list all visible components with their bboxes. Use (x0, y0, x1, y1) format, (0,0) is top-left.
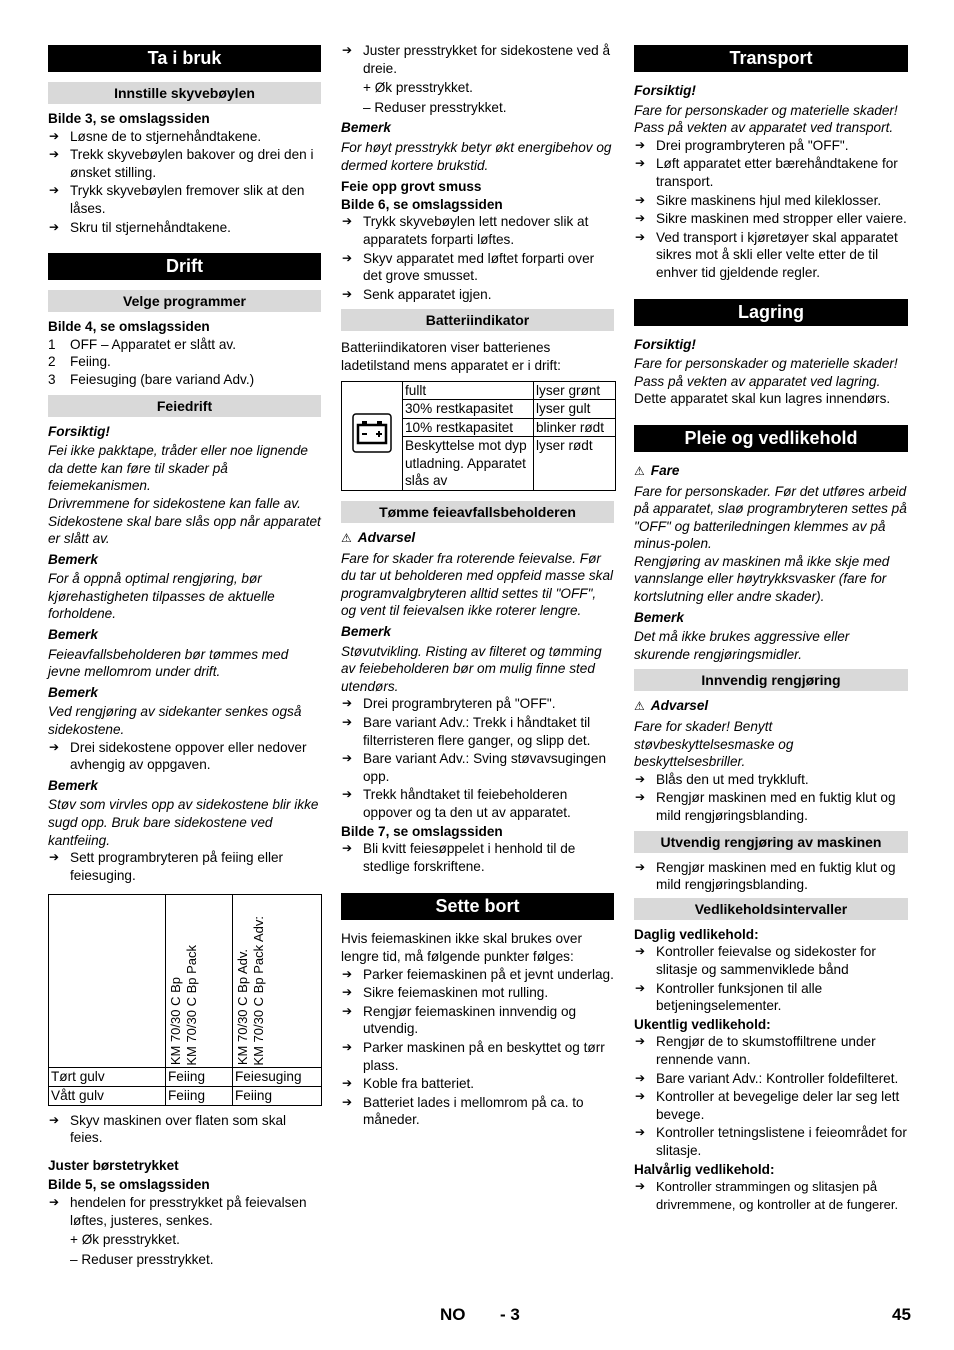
instruction-step: ➔ Drei programbryteren på "OFF". (341, 695, 614, 713)
footer-page-number: 45 (892, 1305, 911, 1324)
instruction-step: ➔ Rengjør feiemaskinen innvendig og utvendig. (341, 1003, 614, 1038)
table-cell: 30% restkapasitet (403, 400, 534, 419)
table-cell: blinker rødt (534, 418, 616, 437)
note-label: Bemerk (48, 627, 98, 643)
section-heading-lagring: Lagring (634, 299, 908, 326)
figure-ref: Bilde 7, se omslagssiden (341, 823, 503, 839)
plus-text: + Øk presstrykket. (70, 1232, 180, 1248)
column-2 (341, 42, 614, 1130)
section-heading-sette-bort: Sette bort (341, 893, 614, 920)
table-corner (49, 895, 166, 1068)
table-row (342, 381, 616, 400)
danger-text: Fare for personskader. Før det utføres arbeid på apparatet, slaø programbryteren settes på "OFF" og batteriledningen klemmes av på minus-polen. (634, 483, 907, 552)
program-number: 2 (48, 354, 56, 370)
instruction-step: ➔ Trykk skyvebøylen lett nedover slik at apparatets forparti løftes. (341, 213, 614, 248)
instruction-step: ➔ Drei sidekostene oppover eller nedover avhengig av oppgaven. (48, 739, 321, 774)
instruction-step: ➔ Skru til stjernehåndtakene. (48, 219, 321, 237)
instruction-step: ➔ Kontroller at bevegelige deler lar seg lett bevege. (634, 1088, 908, 1123)
instruction-step: ➔ Kontroller funksjonen til alle betjeningselementer. (634, 980, 908, 1015)
table-cell: Feiesuging (233, 1068, 322, 1087)
instruction-step: ➔ Batteriet lades i mellomrom på ca. to måneder. (341, 1094, 614, 1129)
danger-label-text: Fare (650, 462, 680, 478)
table-cell: fullt (403, 381, 534, 400)
footer-page-sub: - 3 (500, 1305, 520, 1324)
instruction-step: ➔ Ved transport i kjøretøyer skal apparatet sikres mot å skli eller velte etter de til enhver tid gjeldende regler. (634, 229, 908, 282)
caution-text: Fare for personskader og materielle skader! Pass på vekten av apparatet ved transport. (634, 102, 898, 136)
note-label: Bemerk (48, 777, 98, 793)
instruction-step: ➔ Koble fra batteriet. (341, 1075, 614, 1093)
program-number: 3 (48, 371, 56, 387)
battery-icon (352, 413, 392, 453)
section-heading-drift: Drift (48, 253, 321, 280)
caution-label: Forsiktig! (48, 423, 110, 439)
subheading-utvendig: Utvendig rengjøring av maskinen (634, 831, 908, 853)
storage-text: Dette apparatet skal kun lagres innendørs. (634, 391, 891, 407)
note-text: Støvutvikling. Risting av filteret og tømming av feiebeholderen bør om mulig finne sted utendørs. (341, 643, 602, 694)
instruction-step: ➔ Rengjør maskinen med en fuktig klut og mild rengjøringsblanding. (634, 789, 908, 824)
instruction-step: ➔ Bli kvitt feiesøppelet i henhold til de stedlige forskriftene. (341, 840, 614, 875)
table-header-basic (166, 895, 233, 1068)
note-text: For å oppnå optimal rengjøring, bør kjørehastigheten tilpasses de aktuelle forholdene. (48, 571, 275, 622)
table-cell: Feiing (166, 1086, 233, 1105)
instruction-step: ➔ Kontroller strammingen og slitasjen på drivremmene, og kontroller at de fungerer. (634, 1178, 908, 1213)
instruction-step: ➔ Trekk håndtaket til feiebeholderen oppover og ta den ut av apparatet. (341, 786, 614, 821)
instruction-step: ➔ Rengjør maskinen med en fuktig klut og mild rengjøringsblanding. (634, 859, 908, 894)
note-label: Bemerk (341, 120, 391, 136)
battery-table (341, 381, 616, 492)
instruction-step: ➔ Sikre feiemaskinen mot rulling. (341, 984, 614, 1002)
model-label: KM 70/30 C Bp (168, 977, 183, 1066)
interval-title: Ukentlig vedlikehold: (634, 1016, 771, 1032)
instruction-step: ➔ Løft apparatet etter bærehåndtakene for transport. (634, 155, 908, 190)
warning-icon: ⚠ (341, 531, 352, 546)
plus-text: + Øk presstrykket. (363, 80, 473, 96)
instruction-step: ➔ Rengjør de to skumstoffiltrene under rennende vann. (634, 1033, 908, 1068)
note-label: Bemerk (634, 609, 684, 625)
danger-label (634, 462, 908, 481)
instruction-step: ➔ Trekk skyvebøylen bakover og drei den i ønsket stilling. (48, 146, 321, 181)
table-cell: Feiing (233, 1086, 322, 1105)
table-row (49, 1068, 322, 1087)
warning-label (634, 697, 908, 716)
instruction-step: ➔ Kontroller tetningslistene i feieområdet for slitasje. (634, 1124, 908, 1159)
model-label: KM 70/30 C Bp Pack (184, 944, 199, 1066)
table-row (49, 1086, 322, 1105)
warning-label-text: Advarsel (650, 698, 709, 714)
subheading-velge: Velge programmer (48, 290, 321, 312)
caution-label: Forsiktig! (634, 83, 696, 98)
figure-ref: Bilde 5, se omslagssiden (48, 1177, 210, 1193)
instruction-step: ➔ Løsne de to stjernehåndtakene. (48, 128, 321, 146)
instruction-step: ➔ Senk apparatet igjen. (341, 286, 614, 304)
instruction-step: ➔ Drei programbryteren på "OFF". (634, 137, 908, 155)
instruction-step: ➔ Blås den ut med trykkluft. (634, 771, 908, 789)
figure-ref: Bilde 6, se omslagssiden (341, 196, 503, 212)
table-cell: lyser grønt (534, 381, 616, 400)
subheading-batteri: Batteriindikator (341, 309, 614, 331)
interval-title: Daglig vedlikehold: (634, 926, 759, 942)
subsection-title: Feie opp grovt smuss (341, 179, 482, 195)
interval-title: Halvårlig vedlikehold: (634, 1161, 775, 1177)
note-text: Støv som virvles opp av sidekostene blir ikke sugd opp. Bruk bare sidekostene ved kantfeiing. (48, 797, 319, 848)
note-label: Bemerk (48, 551, 98, 567)
warning-text: Fare for skader fra roterende feievalse. Før du tar ut beholderen med oppfeid masse skal programvalgbryteren alltid settes til "OFF", og vent til feievalsen ikke roterer lengre. (341, 550, 614, 619)
note-text: Det må ikke brukes aggressive eller skurende rengjøringsmidler. (634, 629, 850, 662)
caution-text: Drivremmene for sidekostene kan falle av. Sidekostene skal bare slås opp når apparatet er slått av. (48, 495, 321, 547)
table-cell: Vått gulv (49, 1086, 166, 1105)
note-text: For høyt presstrykk betyr økt energibehov og dermed kortere brukstid. (341, 139, 612, 173)
column-3 (634, 42, 908, 1214)
model-label: KM 70/30 C Bp Adv. (235, 949, 250, 1066)
minus-text: – Reduser presstrykket. (70, 1251, 214, 1267)
note-label: Bemerk (341, 624, 391, 640)
program-number: 1 (48, 336, 56, 352)
warning-label-text: Advarsel (357, 530, 416, 546)
table-cell: Tørt gulv (49, 1068, 166, 1087)
program-text: OFF – Apparatet er slått av. (70, 336, 236, 352)
caution-text: Fare for personskader og materielle skader! Pass på vekten av apparatet ved lagring. (634, 356, 898, 389)
column-1 (48, 42, 321, 1268)
program-item (48, 353, 321, 371)
subheading-intervaller: Vedlikeholdsintervaller (634, 898, 908, 920)
instruction-step: ➔ Kontroller feievalse og sidekoster for slitasje og sammenviklede bånd (634, 943, 908, 978)
instruction-step: ➔ Sikre maskinens hjul med kileklosser. (634, 192, 908, 210)
instruction-step: ➔ Skyv apparatet med løftet forparti over det grove smusset. (341, 250, 614, 285)
danger-text: Rengjøring av maskinen må ikke skje med vannslange eller høytrykksvasker (fare for kortslutning eller andre skader). (634, 553, 890, 605)
caution-label: Forsiktig! (634, 336, 696, 352)
instruction-step: ➔ Parker maskinen på en beskyttet og tørr plass. (341, 1039, 614, 1074)
program-text: Feiing. (70, 354, 111, 370)
note-text: Feieavfallsbeholderen bør tømmes med jevne mellomrom under drift. (48, 646, 289, 680)
warning-icon: ⚠ (634, 699, 645, 714)
table-header-adv (233, 895, 322, 1068)
instruction-step: ➔ Parker feiemaskinen på et jevnt underlag. (341, 966, 614, 984)
instruction-step: ➔ Sikre maskinen med stropper eller vaiere. (634, 210, 908, 228)
storage-intro: Hvis feiemaskinen ikke skal brukes over lengre tid, må følgende punkter følges: (341, 931, 583, 964)
table-cell: lyser gult (534, 400, 616, 419)
model-label: KM 70/30 C Bp Pack Adv: (251, 915, 266, 1066)
table-cell: Feiing (166, 1068, 233, 1087)
section-heading-transport: Transport (634, 45, 908, 72)
warning-icon: ⚠ (634, 463, 645, 478)
table-cell: Beskyttelse mot dyp utladning. Apparatet slås av (403, 437, 534, 491)
battery-intro: Batteriindikatoren viser batterienes ladetilstand mens apparatet er i drift: (341, 340, 561, 373)
footer-language: NO (440, 1305, 466, 1324)
note-label: Bemerk (48, 684, 98, 700)
instruction-step: ➔ Bare variant Adv.: Kontroller foldefilteret. (634, 1070, 908, 1088)
section-heading-ta-i-bruk: Ta i bruk (48, 45, 321, 72)
section-heading-pleie: Pleie og vedlikehold (634, 425, 908, 452)
instruction-step: ➔ Skyv maskinen over flaten som skal feies. (48, 1112, 321, 1147)
minus-text: – Reduser presstrykket. (363, 99, 507, 115)
subheading-innvendig: Innvendig rengjøring (634, 669, 908, 691)
program-text: Feiesuging (bare variand Adv.) (70, 371, 255, 387)
warning-label (341, 529, 614, 548)
note-text: Ved rengjøring av sidekanter senkes også sidekostene. (48, 704, 302, 738)
subsection-title: Juster børstetrykket (48, 1157, 179, 1173)
program-table (48, 894, 322, 1105)
instruction-step: ➔ Sett programbryteren på feiing eller feiesuging. (48, 849, 321, 884)
subheading-innstille: Innstille skyvebøylen (48, 82, 321, 104)
instruction-step: ➔ hendelen for presstrykket på feievalsen løftes, justeres, senkes. (48, 1194, 321, 1229)
instruction-step: ➔ Bare variant Adv.: Sving støvavsugingen opp. (341, 750, 614, 785)
figure-ref: Bilde 3, se omslagssiden (48, 111, 210, 126)
warning-text: Fare for skader! Benytt støvbeskyttelsesmaske og beskyttelsesbriller. (634, 719, 794, 770)
caution-text: Fei ikke pakktape, tråder eller noe lignende da dette kan føre til skader på feiemekanismen. (48, 443, 308, 494)
table-cell: 10% restkapasitet (403, 418, 534, 437)
battery-icon-cell (342, 381, 403, 491)
figure-ref: Bilde 4, se omslagssiden (48, 319, 210, 335)
subheading-tomme: Tømme feieavfallsbeholderen (341, 501, 614, 523)
program-item (48, 371, 321, 389)
instruction-step: ➔ Trykk skyvebøylen fremover slik at den låses. (48, 182, 321, 217)
table-cell: lyser rødt (534, 437, 616, 491)
instruction-step: ➔ Juster presstrykket for sidekostene ved å dreie. (341, 42, 614, 77)
subheading-feiedrift: Feiedrift (48, 395, 321, 417)
instruction-step: ➔ Bare variant Adv.: Trekk i håndtaket til filterristeren flere ganger, og slipp det. (341, 714, 614, 749)
program-item (48, 336, 321, 354)
